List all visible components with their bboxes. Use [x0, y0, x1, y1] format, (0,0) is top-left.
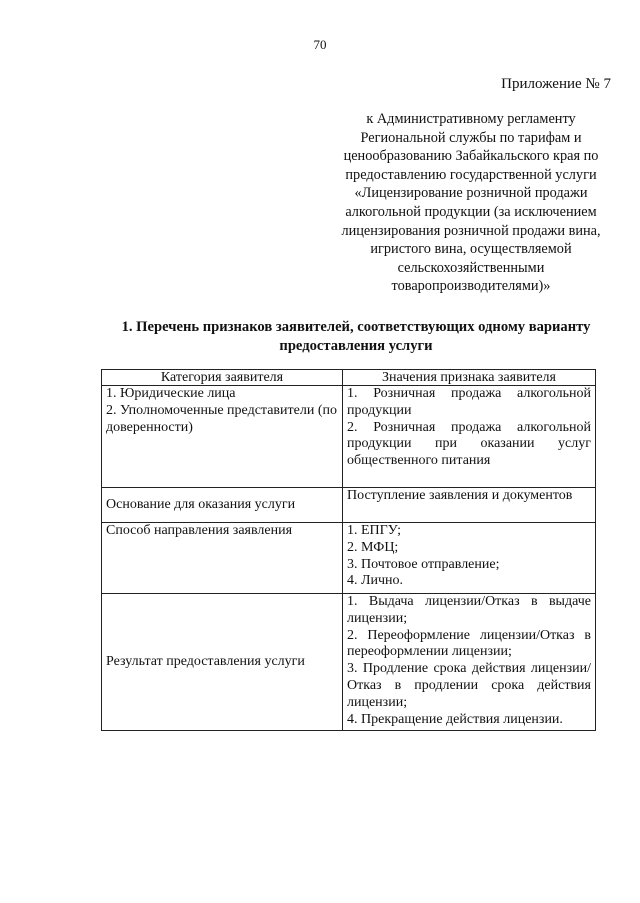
- caption-line: к Административному регламенту: [366, 111, 576, 127]
- table-row: [102, 386, 596, 488]
- caption-line: ценообразованию Забайкальского края по: [343, 148, 599, 165]
- value-item: 1. Розничная продажа алкогольной продукции: [347, 386, 591, 418]
- caption-line: предоставлению государственной услуги: [345, 166, 597, 183]
- caption-line: алкогольной продукции (за исключением: [345, 203, 597, 220]
- value-cell: [343, 386, 596, 488]
- value-cell: [343, 488, 596, 523]
- table-row: [102, 594, 596, 731]
- caption-line: Региональной службы по тарифам и: [360, 129, 582, 146]
- value-item: 1. ЕПГУ;: [347, 523, 402, 538]
- value-item: Поступление заявления и документов: [347, 488, 573, 503]
- column-header-values: Значения признака заявителя: [343, 370, 596, 386]
- value-item: 2. Розничная продажа алкогольной продукции при оказании услуг общественного питания: [347, 419, 591, 469]
- applicant-criteria-table: [101, 369, 596, 731]
- table-row: [102, 523, 596, 594]
- caption-line: «Лицензирование розничной продажи: [354, 185, 588, 202]
- value-item: 3. Продление срока действия лицензии/Отказ в продлении срока действия лицензии;: [347, 661, 591, 710]
- category-line: Способ направления заявления: [106, 523, 293, 538]
- section-title: 1. Перечень признаков заявителей, соответствующих одному варианту предоставления услуги: [121, 319, 591, 354]
- value-item: 2. Переоформление лицензии/Отказ в переоформлении лицензии;: [347, 627, 591, 660]
- column-header-category: Категория заявителя: [102, 370, 343, 386]
- caption-line: сельскохозяйственными: [397, 259, 545, 276]
- category-line: 1. Юридические лица: [106, 386, 236, 401]
- category-cell: [102, 386, 343, 488]
- appendix-label: Приложение № 7: [501, 76, 611, 92]
- value-item: 3. Почтовое отправление;: [347, 556, 500, 572]
- category-line: Результат предоставления услуги: [106, 653, 305, 669]
- category-cell: [102, 488, 343, 523]
- value-item: 4. Лично.: [347, 573, 404, 589]
- caption-line: лицензирования розничной продажи вина,: [341, 222, 601, 239]
- category-line: 2. Уполномоченные представители (по доверенности): [106, 402, 337, 435]
- value-item: 1. Выдача лицензии/Отказ в выдаче лицензии;: [347, 594, 591, 626]
- category-line: Основание для оказания услуги: [106, 496, 296, 512]
- value-item: 2. МФЦ;: [347, 539, 399, 555]
- caption-line: товаропроизводителями)»: [391, 278, 551, 295]
- value-cell: [343, 523, 596, 594]
- caption-line: игристого вина, осуществляемой: [370, 241, 572, 258]
- category-cell: [102, 523, 343, 594]
- table-row: [102, 488, 596, 523]
- value-cell: [343, 594, 596, 731]
- page-number: 70: [313, 37, 327, 52]
- category-cell: [102, 594, 343, 731]
- regulation-caption: [321, 110, 621, 296]
- table-header-row: [102, 370, 596, 386]
- value-item: 4. Прекращение действия лицензии.: [347, 711, 563, 727]
